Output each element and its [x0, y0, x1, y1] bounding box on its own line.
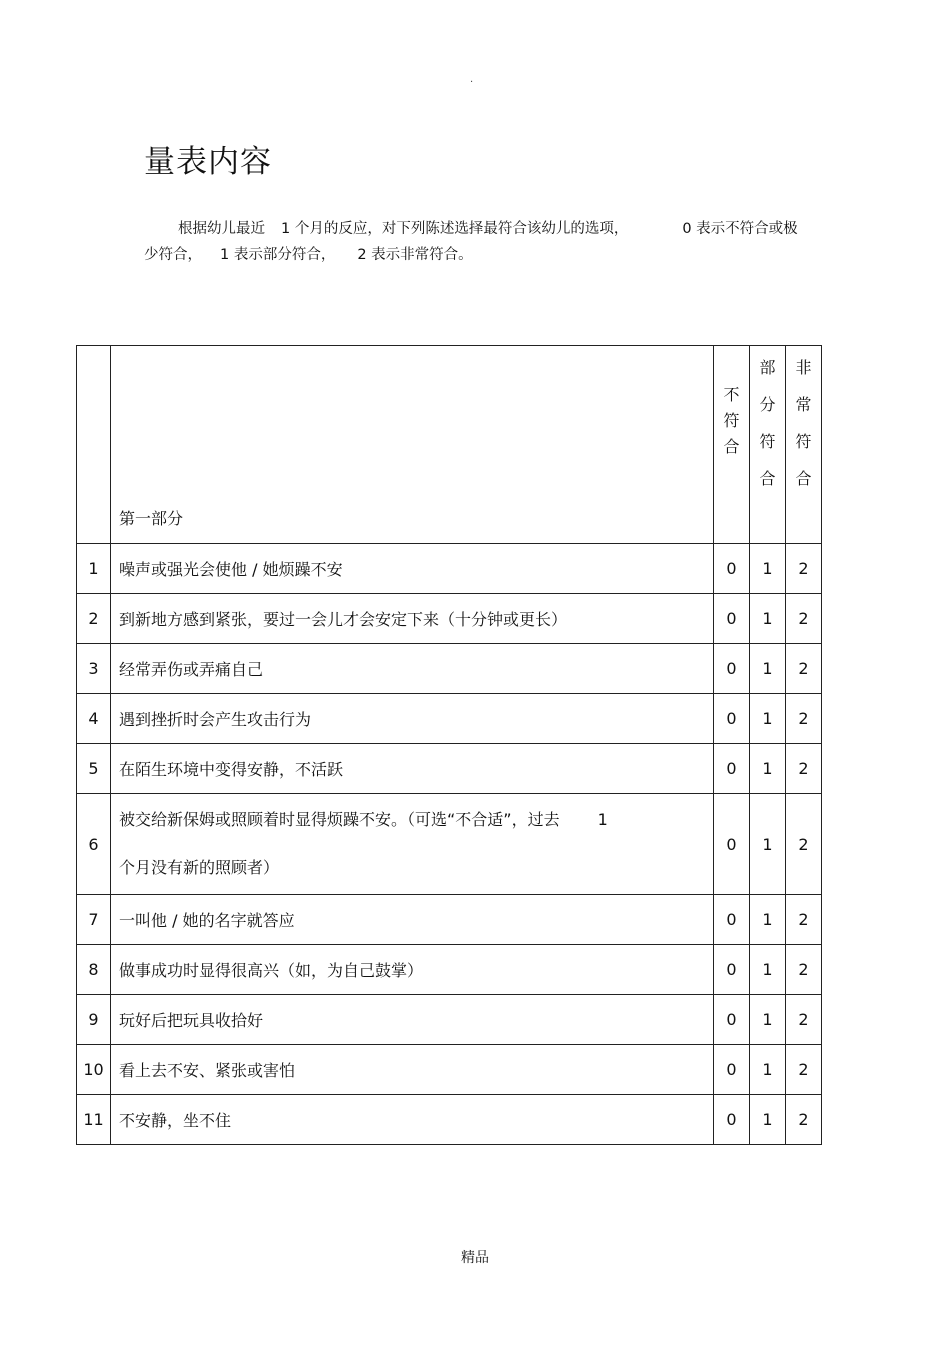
score-2[interactable]: 2 — [786, 1095, 822, 1145]
score-2[interactable]: 2 — [786, 544, 822, 594]
score-1[interactable]: 1 — [750, 644, 786, 694]
item-number: 1 — [77, 544, 111, 594]
score-1[interactable]: 1 — [750, 794, 786, 895]
score-0[interactable]: 0 — [714, 744, 750, 794]
score-1[interactable]: 1 — [750, 895, 786, 945]
intro-text-6: 2 表示非常符合。 — [357, 247, 473, 263]
score-2[interactable]: 2 — [786, 644, 822, 694]
item-text-line1-suffix: 1 — [597, 810, 608, 829]
score-0[interactable]: 0 — [714, 1095, 750, 1145]
score-2[interactable]: 2 — [786, 995, 822, 1045]
score-0[interactable]: 0 — [714, 594, 750, 644]
item-number: 11 — [77, 1095, 111, 1145]
table-row — [77, 895, 822, 945]
item-text-line2: 个月没有新的照顾者） — [119, 858, 280, 877]
intro-text-3: 0 表示不符合或极 — [682, 221, 798, 237]
intro-text-4: 少符合， — [144, 247, 202, 263]
score-2[interactable]: 2 — [786, 1045, 822, 1095]
header-char: 符 — [795, 432, 812, 451]
header-char: 非 — [795, 358, 812, 377]
intro-text-2: 1 个月的反应，对下列陈述选择最符合该幼儿的选项， — [281, 221, 629, 237]
item-number: 6 — [77, 794, 111, 895]
score-2[interactable]: 2 — [786, 694, 822, 744]
table-row — [77, 694, 822, 744]
instructions-paragraph — [144, 216, 809, 268]
item-number: 2 — [77, 594, 111, 644]
item-text: 不安静，坐不住 — [111, 1095, 714, 1145]
item-text: 在陌生环境中变得安静，不活跃 — [111, 744, 714, 794]
score-1[interactable]: 1 — [750, 744, 786, 794]
item-number: 3 — [77, 644, 111, 694]
table-row — [77, 1095, 822, 1145]
header-char: 常 — [795, 395, 812, 414]
item-number: 8 — [77, 945, 111, 995]
item-text: 看上去不安、紧张或害怕 — [111, 1045, 714, 1095]
page-footer: 精品 — [461, 1250, 489, 1266]
score-1[interactable]: 1 — [750, 594, 786, 644]
score-0[interactable]: 0 — [714, 945, 750, 995]
score-2[interactable]: 2 — [786, 794, 822, 895]
item-text: 经常弄伤或弄痛自己 — [111, 644, 714, 694]
score-2[interactable]: 2 — [786, 744, 822, 794]
item-number: 7 — [77, 895, 111, 945]
score-0[interactable]: 0 — [714, 1045, 750, 1095]
header-char: 分 — [759, 395, 776, 414]
item-text: 玩好后把玩具收拾好 — [111, 995, 714, 1045]
table-row — [77, 794, 822, 895]
table-row — [77, 1045, 822, 1095]
table-row — [77, 644, 822, 694]
score-0[interactable]: 0 — [714, 644, 750, 694]
score-0[interactable]: 0 — [714, 794, 750, 895]
item-text-multiline — [111, 794, 714, 895]
item-number: 5 — [77, 744, 111, 794]
header-option-partial — [750, 346, 786, 544]
section-label: 第一部分 — [111, 346, 714, 544]
item-number: 9 — [77, 995, 111, 1045]
item-text: 遇到挫折时会产生攻击行为 — [111, 694, 714, 744]
score-1[interactable]: 1 — [750, 995, 786, 1045]
intro-text-5: 1 表示部分符合， — [220, 247, 336, 263]
header-char: 部 — [759, 358, 776, 377]
header-mark: . — [470, 74, 474, 85]
score-0[interactable]: 0 — [714, 995, 750, 1045]
score-1[interactable]: 1 — [750, 544, 786, 594]
table-row — [77, 594, 822, 644]
score-1[interactable]: 1 — [750, 945, 786, 995]
item-text: 做事成功时显得很高兴（如，为自己鼓掌） — [111, 945, 714, 995]
score-1[interactable]: 1 — [750, 694, 786, 744]
score-2[interactable]: 2 — [786, 594, 822, 644]
header-char: 符 — [759, 432, 776, 451]
score-2[interactable]: 2 — [786, 895, 822, 945]
item-number: 4 — [77, 694, 111, 744]
item-number: 10 — [77, 1045, 111, 1095]
item-text-line1: 被交给新保姆或照顾着时显得烦躁不安。（可选“不合适”，过去 — [119, 810, 560, 829]
item-text: 到新地方感到紧张，要过一会儿才会安定下来（十分钟或更长） — [111, 594, 714, 644]
score-0[interactable]: 0 — [714, 544, 750, 594]
table-row — [77, 744, 822, 794]
table-row — [77, 945, 822, 995]
table-row — [77, 544, 822, 594]
score-1[interactable]: 1 — [750, 1095, 786, 1145]
score-0[interactable]: 0 — [714, 895, 750, 945]
header-char: 合 — [795, 469, 812, 488]
item-text: 一叫他 / 她的名字就答应 — [111, 895, 714, 945]
score-2[interactable]: 2 — [786, 945, 822, 995]
header-char: 符 — [723, 411, 740, 430]
header-option-not-match — [714, 346, 750, 544]
header-char: 合 — [723, 437, 740, 456]
table-row — [77, 995, 822, 1045]
page-title: 量表内容 — [144, 144, 272, 180]
intro-text-1: 根据幼儿最近 — [178, 221, 265, 237]
score-1[interactable]: 1 — [750, 1045, 786, 1095]
header-option-very — [786, 346, 822, 544]
header-num-cell — [77, 346, 111, 544]
header-char: 不 — [723, 385, 740, 404]
scale-table — [76, 345, 822, 1145]
table-header-row — [77, 346, 822, 544]
score-0[interactable]: 0 — [714, 694, 750, 744]
header-char: 合 — [759, 469, 776, 488]
item-text: 噪声或强光会使他 / 她烦躁不安 — [111, 544, 714, 594]
